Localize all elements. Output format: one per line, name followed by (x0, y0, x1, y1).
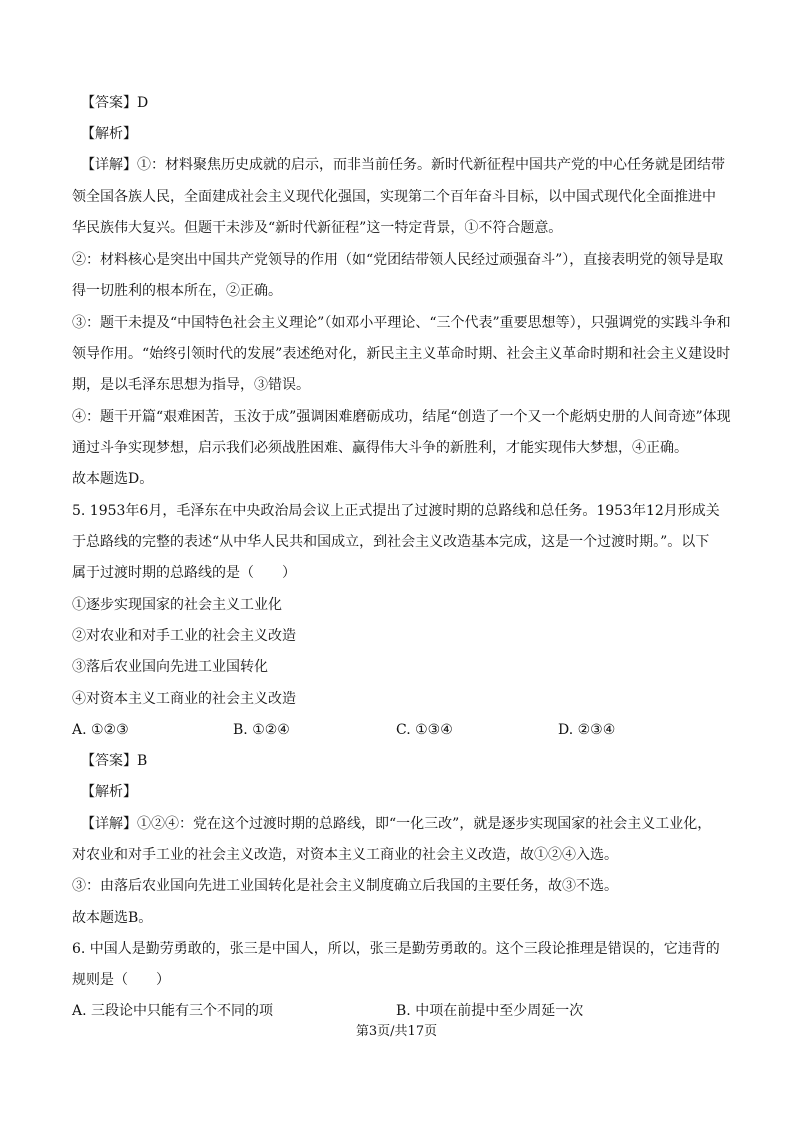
q5-option-a: A. ①②③ (72, 722, 129, 738)
q5-analysis-line: 【详解】①②④：党在这个过渡时期的总路线，即“一化三改”，就是逐步实现国家的社会主义工业化， (81, 816, 712, 832)
q5-item: ②对农业和对手工业的社会主义改造 (72, 628, 296, 644)
q5-option-c: C. ①③④ (396, 722, 453, 738)
q6-option-b: B. 中项在前提中至少周延一次 (396, 1003, 584, 1019)
q5-item: ③落后农业国向先进工业国转化 (72, 659, 268, 675)
q4-analysis-line: 通过斗争实现梦想，启示我们必须战胜困难、赢得伟大斗争的新胜利，才能实现伟大梦想，④正确。 (72, 440, 688, 456)
q4-analysis-line: 领全国各族人民，全面建成社会主义现代化强国，实现第二个百年奋斗目标，以中国式现代化全面推进中 (72, 189, 716, 205)
q4-analysis-line: ③：题干未提及“中国特色社会主义理论”（如邓小平理论、“三个代表”重要思想等），只强调党的实践斗争和 (72, 315, 731, 331)
q5-item: ①逐步实现国家的社会主义工业化 (72, 597, 282, 613)
q4-answer: 【答案】D (81, 95, 149, 111)
q5-analysis-label: 【解析】 (81, 784, 137, 800)
q6-option-a: A. 三段论中只能有三个不同的项 (72, 1003, 274, 1019)
q4-analysis-label: 【解析】 (81, 126, 137, 142)
page-footer: 第3页/共17页 (355, 1024, 438, 1039)
q4-analysis-line: 领导作用。“始终引领时代的发展”表述绝对化，新民主主义革命时期、社会主义革命时期和社会主义建设时 (72, 346, 731, 362)
q4-conclusion: 故本题选D。 (72, 471, 154, 487)
q6-stem-line: 6. 中国人是勤劳勇敢的，张三是中国人，所以，张三是勤劳勇敢的。这个三段论推理是错误的，它违背的 (72, 941, 720, 957)
q4-analysis-line: 华民族伟大复兴。但题干未涉及“新时代新征程”这一特定背景，①不符合题意。 (72, 220, 563, 236)
q5-answer: 【答案】B (81, 753, 148, 769)
q5-stem-line: 属于过渡时期的总路线的是（ ） (72, 565, 296, 581)
q5-item: ④对资本主义工商业的社会主义改造 (72, 691, 296, 707)
q5-conclusion: 故本题选B。 (72, 910, 153, 926)
q4-analysis-line: 【详解】①：材料聚焦历史成就的启示，而非当前任务。新时代新征程中国共产党的中心任务就是团结带 (81, 157, 725, 173)
q4-analysis-line: ②：材料核心是突出中国共产党领导的作用（如“党团结带领人民经过顽强奋斗”），直接表明党的领导是取 (72, 252, 724, 268)
q5-option-b: B. ①②④ (233, 722, 290, 738)
q4-analysis-line: 期，是以毛泽东思想为指导，③错误。 (72, 377, 310, 393)
q5-stem-line: 5. 1953年6月，毛泽东在中央政治局会议上正式提出了过渡时期的总路线和总任务。1953年12月形成关 (72, 503, 720, 519)
q4-analysis-line: 得一切胜利的根本所在，②正确。 (72, 283, 282, 299)
q6-stem-line: 规则是（ ） (72, 972, 170, 988)
q5-option-d: D. ②③④ (558, 722, 616, 738)
q5-stem-line: 于总路线的完整的表述“从中华人民共和国成立，到社会主义改造基本完成，这是一个过渡时期。”。以下 (72, 534, 710, 550)
q4-analysis-line: ④：题干开篇“艰难困苦，玉汝于成”强调困难磨砺成功，结尾“创造了一个又一个彪炳史册的人间奇迹”体现 (72, 409, 731, 425)
q5-analysis-line: ③：由落后农业国向先进工业国转化是社会主义制度确立后我国的主要任务，故③不选。 (72, 878, 618, 894)
q5-analysis-line: 对农业和对手工业的社会主义改造，对资本主义工商业的社会主义改造，故①②④入选。 (72, 847, 618, 863)
